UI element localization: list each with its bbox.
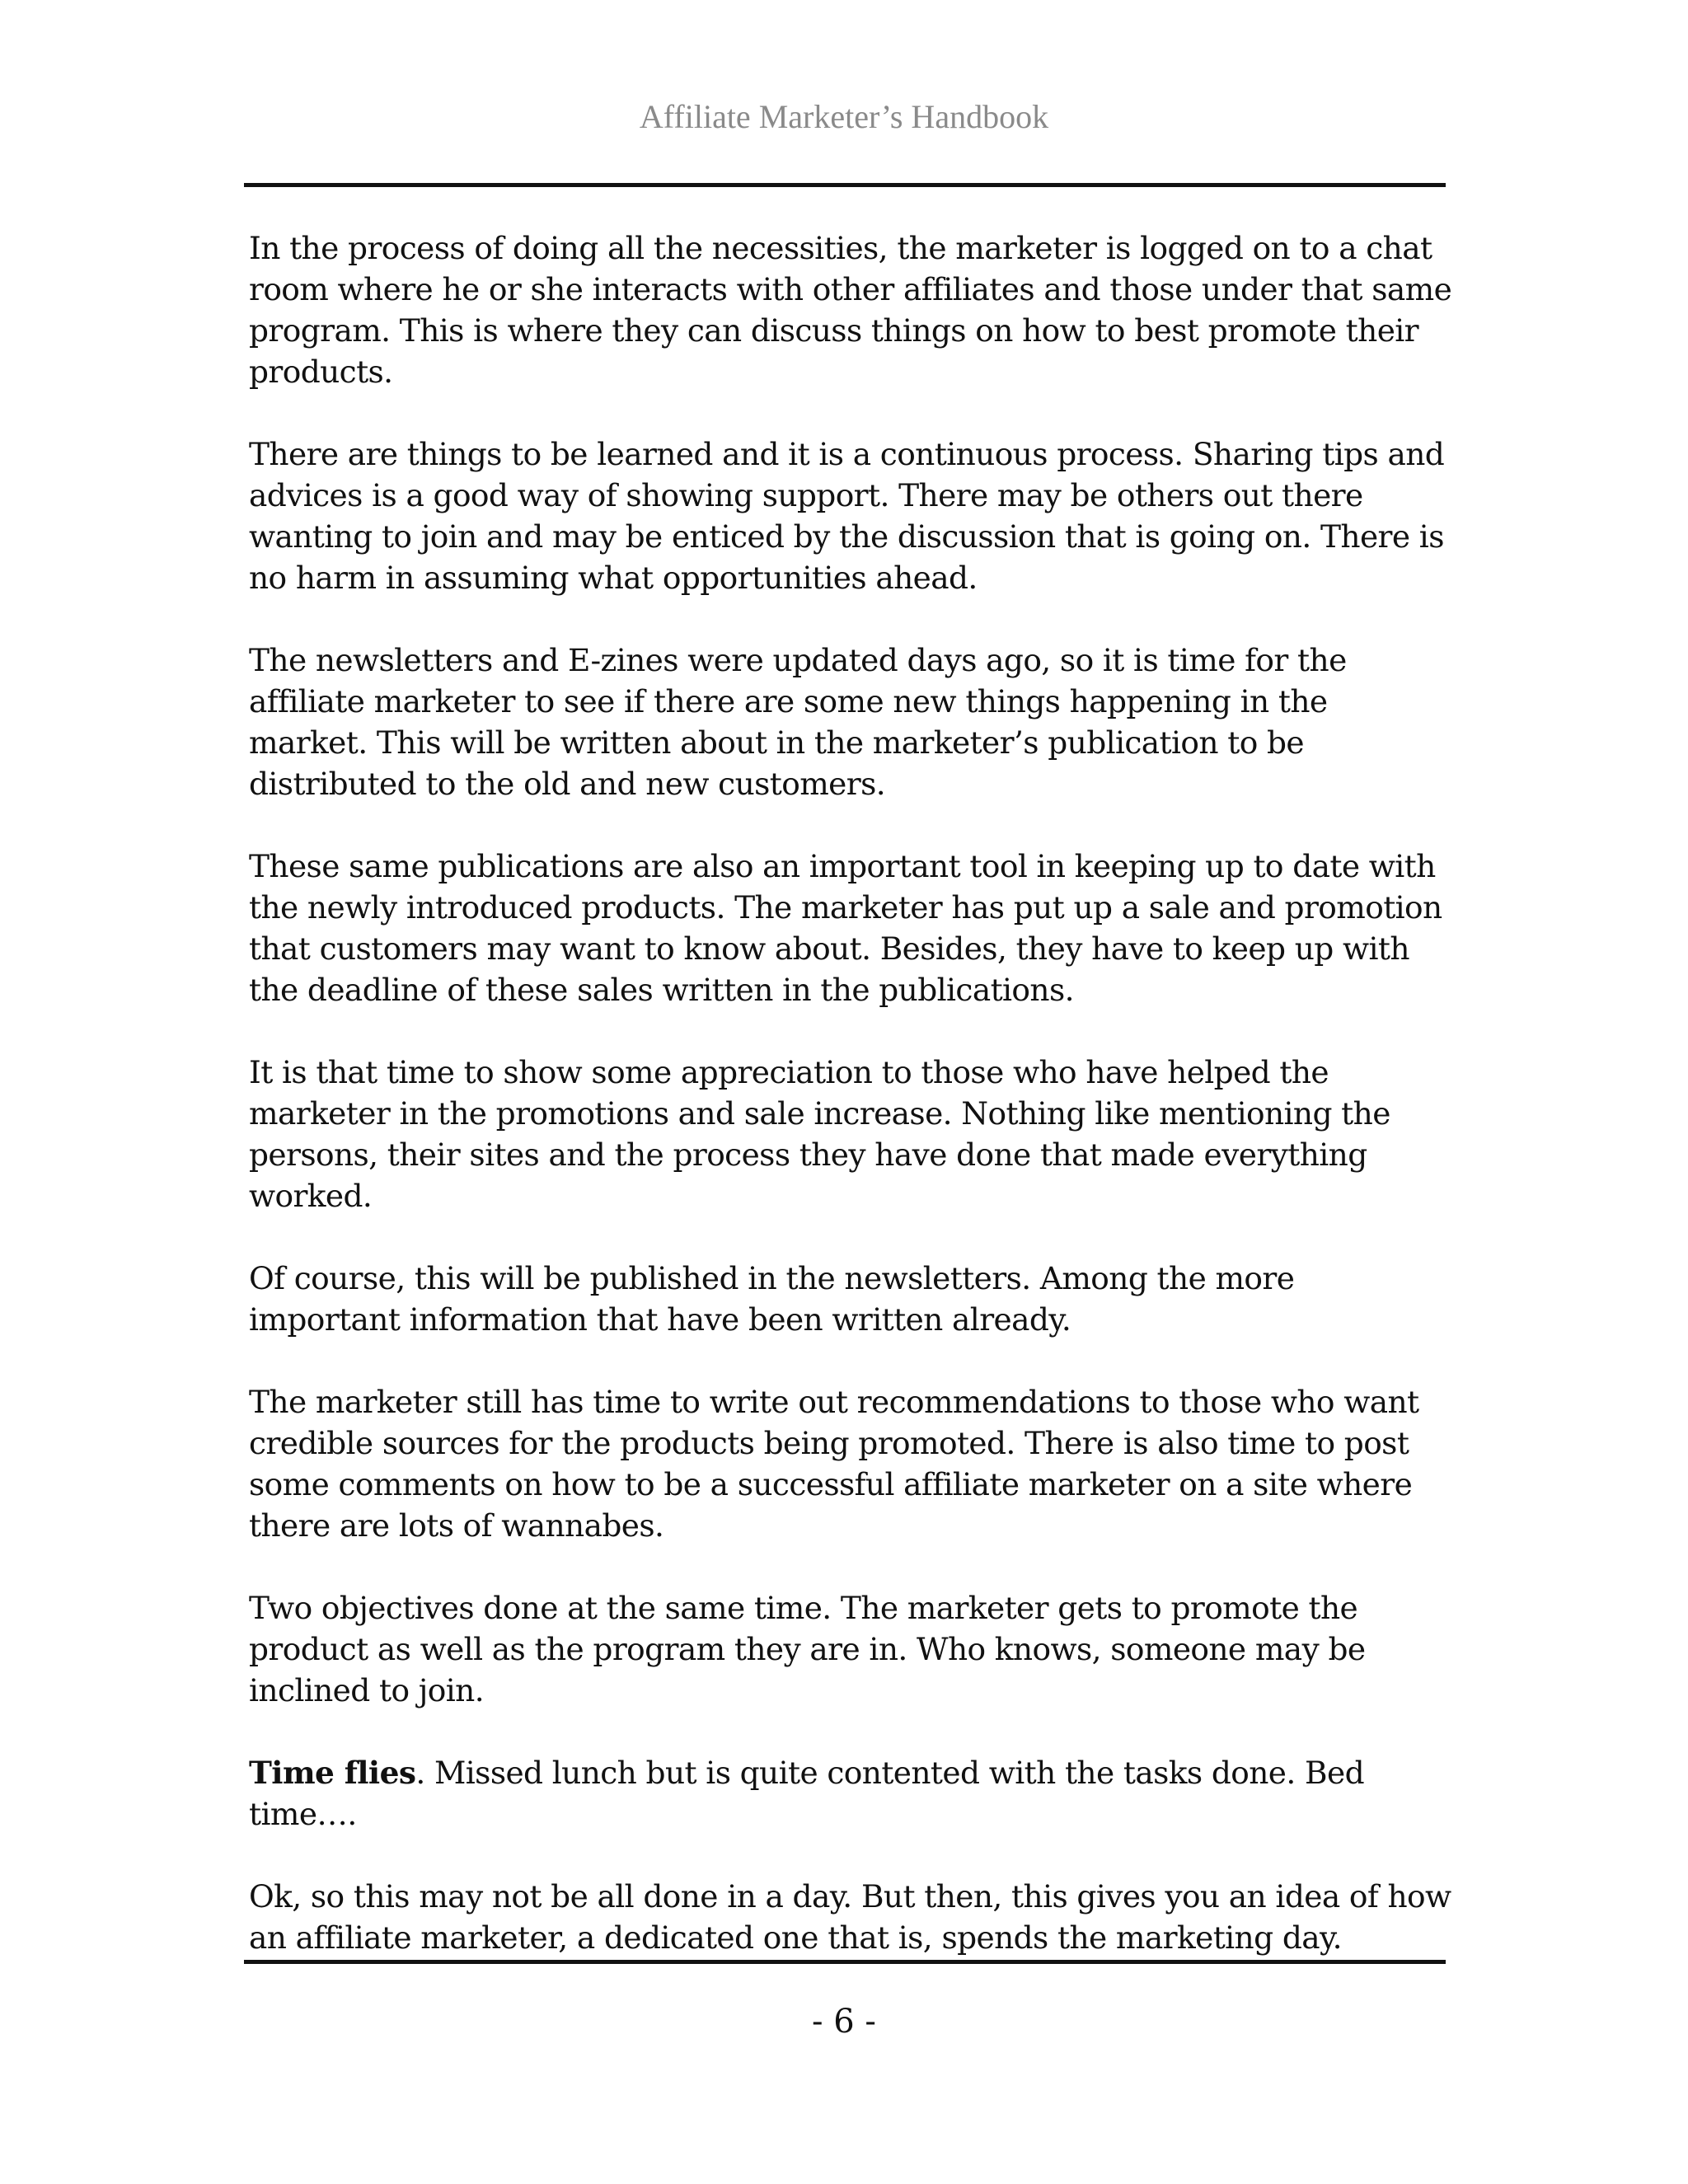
paragraph: These same publications are also an important tool in keeping up to date with the newly introduced products. The marketer has put up a sale and promotion that customers may want to know about. Besides, they have to keep up with the deadline of these sales written in the publications. — [249, 848, 1442, 1008]
closing-paragraph: Ok, so this may not be all done in a day. But then, this gives you an idea of how an affiliate marketer, a dedicated one that is, spends the marketing day. — [249, 1878, 1451, 1956]
paragraph: Of course, this will be published in the newsletters. Among the more important information that have been written already. — [249, 1260, 1295, 1338]
page-number: - 6 - — [812, 2003, 876, 2041]
footer-divider — [244, 1960, 1446, 1964]
header-divider — [244, 183, 1446, 187]
paragraph: Two objectives done at the same time. The marketer gets to promote the product as well as the program they are in. Who knows, someone may be inclined to join. — [249, 1590, 1366, 1708]
time-flies-paragraph — [249, 1752, 1452, 1835]
page-header-title: Affiliate Marketer’s Handbook — [639, 98, 1049, 135]
body-text — [249, 227, 1452, 1999]
paragraph: The newsletters and E-zines were updated days ago, so it is time for the affiliate marketer to see if there are some new things happening in the market. This will be written about in the marketer’s publication to be distributed to the old and new customers. — [249, 642, 1347, 802]
paragraph: The marketer still has time to write out recommendations to those who want credible sources for the products being promoted. There is also time to post some comments on how to be a successful affiliate marketer on a site where there are lots of wannabes. — [249, 1384, 1419, 1544]
time-flies-bold: Time flies — [249, 1755, 416, 1791]
paragraph: In the process of doing all the necessities, the marketer is logged on to a chat room where he or she interacts with other affiliates and those under that same program. This is where they can discuss things on how to best promote their products. — [249, 230, 1452, 390]
paragraph: There are things to be learned and it is a continuous process. Sharing tips and advices is a good way of showing support. There may be others out there wanting to join and may be enticed by the discussion that is going on. There is no harm in assuming what opportunities ahead. — [249, 436, 1445, 596]
time-flies-text: . Missed lunch but is quite contented with the tasks done. Bed time…. — [249, 1755, 1364, 1832]
paragraph: It is that time to show some appreciation to those who have helped the marketer in the promotions and sale increase. Nothing like mentioning the persons, their sites and the process they have done that made everything worked. — [249, 1054, 1390, 1214]
